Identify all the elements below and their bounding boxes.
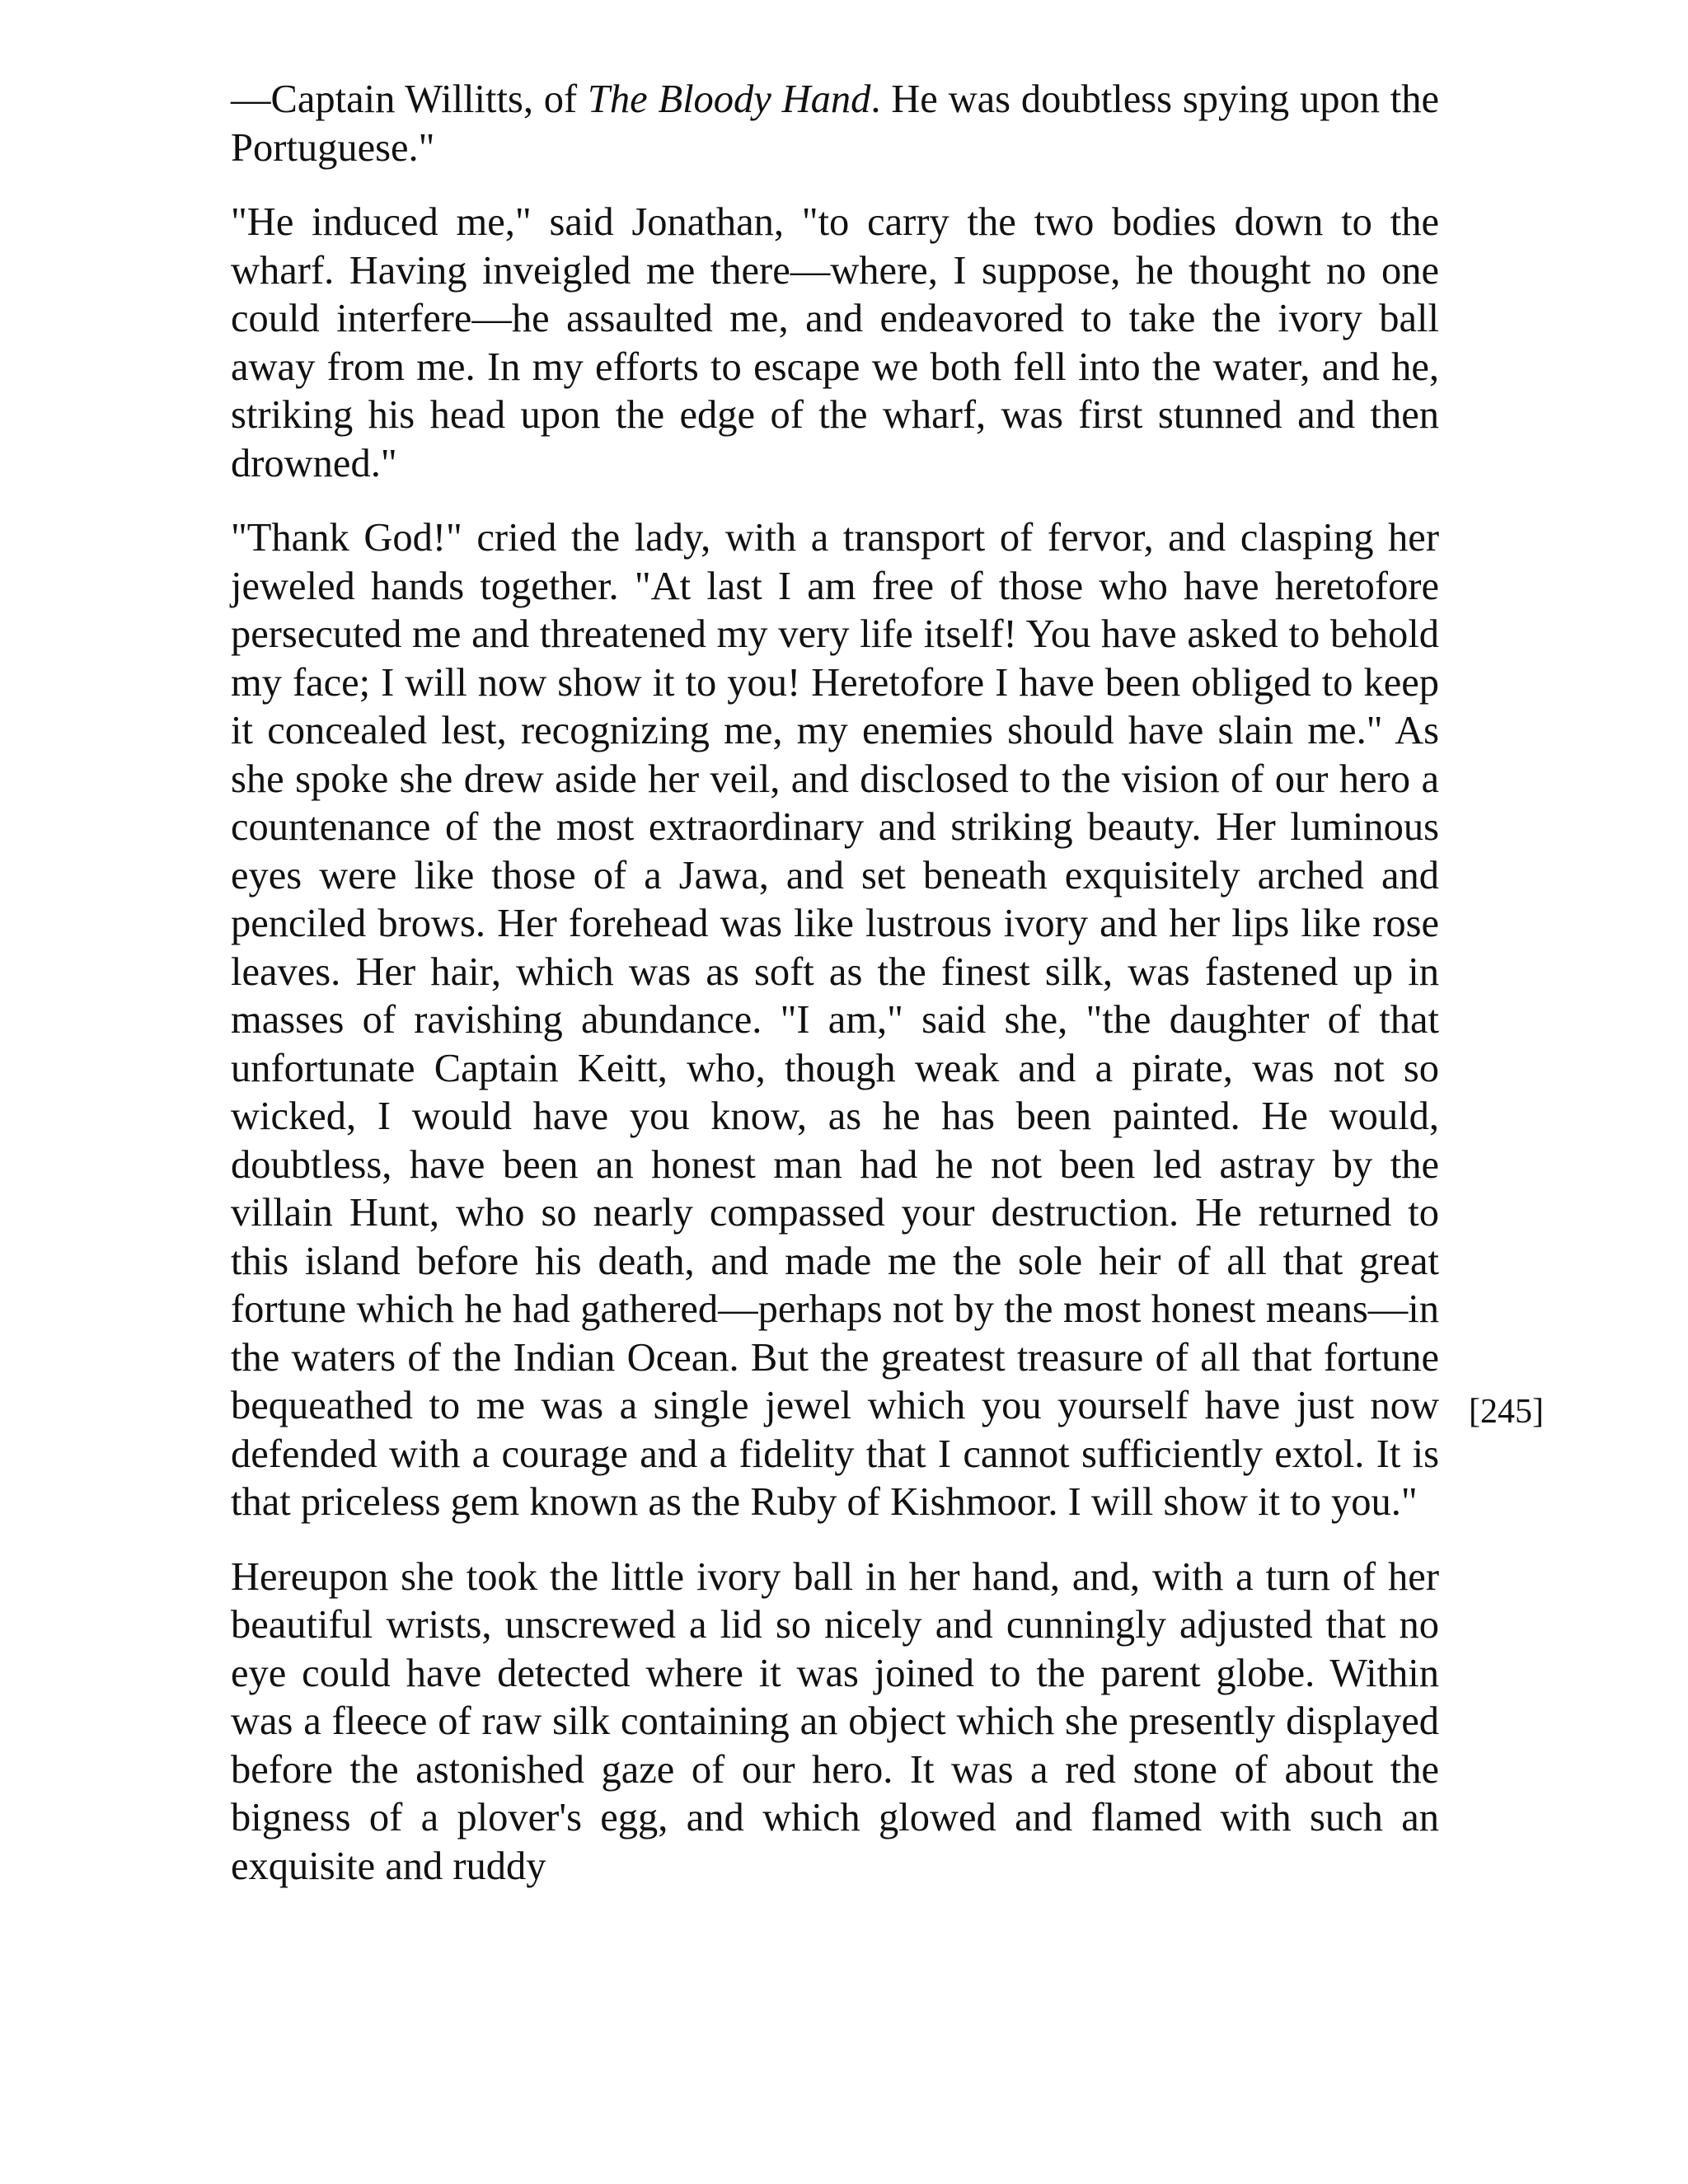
paragraph-1 — [231, 76, 1439, 172]
paragraph-2-text: "He induced me," said Jonathan, "to carry the two bodies down to the wharf. Having inveigled me there—where, I suppose, he thought no one could interfere—he assaulted me, and endeavored to take the ivory ball away from me. In my efforts to escape we both fell into the water, and he, striking his head upon the edge of the wharf, was first stunned and then drowned." — [231, 200, 1439, 485]
book-page-text — [231, 76, 1439, 1917]
ship-name-italic: The Bloody Hand — [587, 77, 871, 121]
paragraph-3 — [231, 514, 1439, 1527]
paragraph-4-text: Hereupon she took the little ivory ball in her hand, and, with a turn of her beautiful wrists, unscrewed a lid so nicely and cunningly adjusted that no eye could have detected where it was joined to the parent globe. Within was a fleece of raw silk containing an object which she presently displayed before the astonished gaze of our hero. It was a red stone of about the bigness of a plover's egg, and which glowed and flamed with such an exquisite and ruddy — [231, 1554, 1439, 1888]
paragraph-2 — [231, 199, 1439, 488]
paragraph-1-text-a: —Captain Willitts, of — [231, 77, 588, 121]
paragraph-1-text-b: . He was doubtless spying upon the Portuguese." — [231, 77, 1439, 170]
paragraph-3-text: "Thank God!" cried the lady, with a transport of fervor, and clasping her jeweled hands together. "At last I am free of those who have heretofore persecuted me and threatened my very life itself! You have asked to behold my face; I will now show it to you! Heretofore I have been obliged to keep it concealed lest, recognizing me, my enemies should have slain me." As she spoke she drew aside her veil, and disclosed to the vision of our hero a countenance of the most extraordinary and striking beauty. Her luminous eyes were like those of a Jawa, and set beneath exquisitely arched and penciled brows. Her forehead was like lustrous ivory and her lips like rose leaves. Her hair, which was as soft as the finest silk, was fastened up in masses of ravishing abundance. "I am," said she, "the daughter of that unfortunate Captain Keitt, who, though weak and a pirate, was not so wicked, I would have you know, as he has been painted. He would, doubtless, have been an honest man had he not been led astray by the villain Hunt, who so nearly compassed your destruction. He returned to this island before his death, and made me the sole heir of all that great fortune which he had gathered—perhaps not by the most honest means—in the waters of the Indian Ocean. But the greatest treasure of all that fortune bequeathed to me was a single jewel which you yourself have just now defended with a courage and a fidelity that I cannot sufficiently extol. It is that priceless gem known as the Ruby of Kishmoor. I will show it to you." — [231, 516, 1439, 1524]
paragraph-4 — [231, 1554, 1439, 1891]
page-number: [245] — [1469, 1393, 1544, 1431]
